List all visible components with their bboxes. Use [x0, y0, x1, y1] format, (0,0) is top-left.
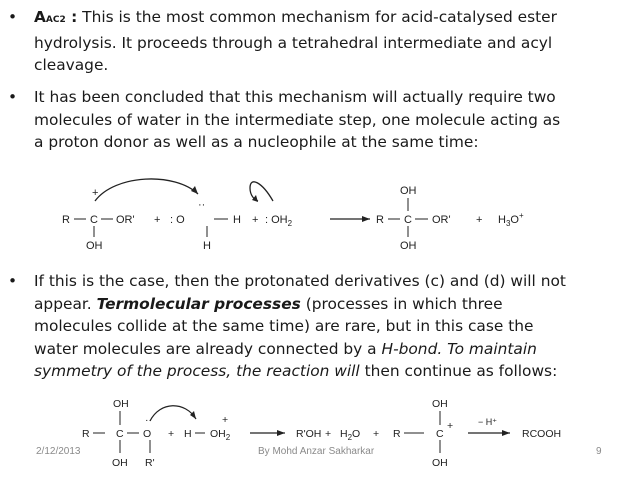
- plus-sign: +: [252, 214, 259, 226]
- oh-group: OH: [86, 240, 103, 252]
- curved-arrow-1: [95, 179, 198, 201]
- carboxylic-acid: RCOOH: [522, 428, 562, 440]
- plus-charge: +: [92, 187, 99, 199]
- ester-or: OR': [116, 214, 135, 226]
- r-group: R: [82, 428, 90, 440]
- bullet-termolecular: [8, 270, 568, 383]
- oh-top: OH: [113, 398, 129, 410]
- carbon: C: [90, 214, 98, 226]
- water-h-right: H: [233, 214, 241, 226]
- lone-pair: ··: [198, 199, 206, 211]
- deprotonation-label: − H⁺: [478, 417, 498, 427]
- page-number: 9: [596, 446, 602, 457]
- prod-r: R: [376, 214, 384, 226]
- cation-charge: +: [447, 420, 454, 432]
- oxonium: $OH_2$: [210, 428, 231, 442]
- footer-date: 2/12/2013: [36, 446, 81, 457]
- r-group: R: [62, 214, 70, 226]
- water-h: H: [203, 240, 211, 252]
- reaction-scheme-1: [0, 174, 638, 264]
- r-group: R: [393, 428, 401, 440]
- bullet-marker: •: [8, 8, 18, 26]
- water: $H_2O$: [340, 428, 361, 442]
- curved-arrow-2: [250, 182, 273, 201]
- oh-bottom: OH: [112, 457, 128, 469]
- oxonium-charge: +: [222, 414, 229, 426]
- prod-oh-bottom: OH: [400, 240, 417, 252]
- bullet-marker: •: [8, 272, 18, 290]
- plus-sign: +: [168, 428, 175, 440]
- bullet-marker: •: [8, 88, 18, 106]
- ester-o: O: [143, 428, 152, 440]
- prod-oh-bottom: OH: [432, 457, 448, 469]
- footer-author: By Mohd Anzar Sakharkar: [258, 446, 375, 457]
- bullet-text: It has been concluded that this mechanism will actually require two molecules of water in the intermediate step, one molecule acting as a proton donor as well as a nucleophile at the same time:: [34, 88, 561, 151]
- bullet-text: If this is the case, then the protonated derivatives (c) and (d) will not appear. Termolecular processes (processes in which three molecules collide at the same time) are rare, but in this case the water molecules are already connected by a H-bond. To maintain symmetry of the process, the reaction will then continue as follows:: [34, 272, 566, 380]
- reaction-scheme-2: [0, 393, 638, 479]
- carbon: C: [116, 428, 124, 440]
- prod-oh-top: OH: [432, 398, 448, 410]
- bullet-text: AAC2 : This is the most common mechanism for acid-catalysed ester hydrolysis. It proceeds through a tetrahedral intermediate and acyl cleavage.: [34, 8, 557, 74]
- prod-c: C: [404, 214, 412, 226]
- plus-sign: +: [325, 428, 332, 440]
- bullet-aac2: [8, 6, 568, 77]
- bullet-two-water: [8, 86, 568, 154]
- acylium-carbon: C: [436, 428, 444, 440]
- plus-sign: +: [154, 214, 161, 226]
- r-prime: R': [145, 457, 155, 469]
- prod-oh-top: OH: [400, 185, 417, 197]
- lone-pair: ··: [145, 414, 152, 426]
- oh2: : $OH_2$: [265, 214, 293, 228]
- plus-sign: +: [373, 428, 380, 440]
- mechanism-name: AAC2 :: [34, 8, 78, 26]
- water-o: : O: [170, 214, 185, 226]
- hydronium: $H_3O^+$: [498, 211, 524, 228]
- curved-arrow-3: [150, 406, 196, 421]
- plus-sign: +: [476, 214, 483, 226]
- alcohol: R'OH: [296, 428, 322, 440]
- hydrogen: H: [184, 428, 192, 440]
- prod-or: OR': [432, 214, 451, 226]
